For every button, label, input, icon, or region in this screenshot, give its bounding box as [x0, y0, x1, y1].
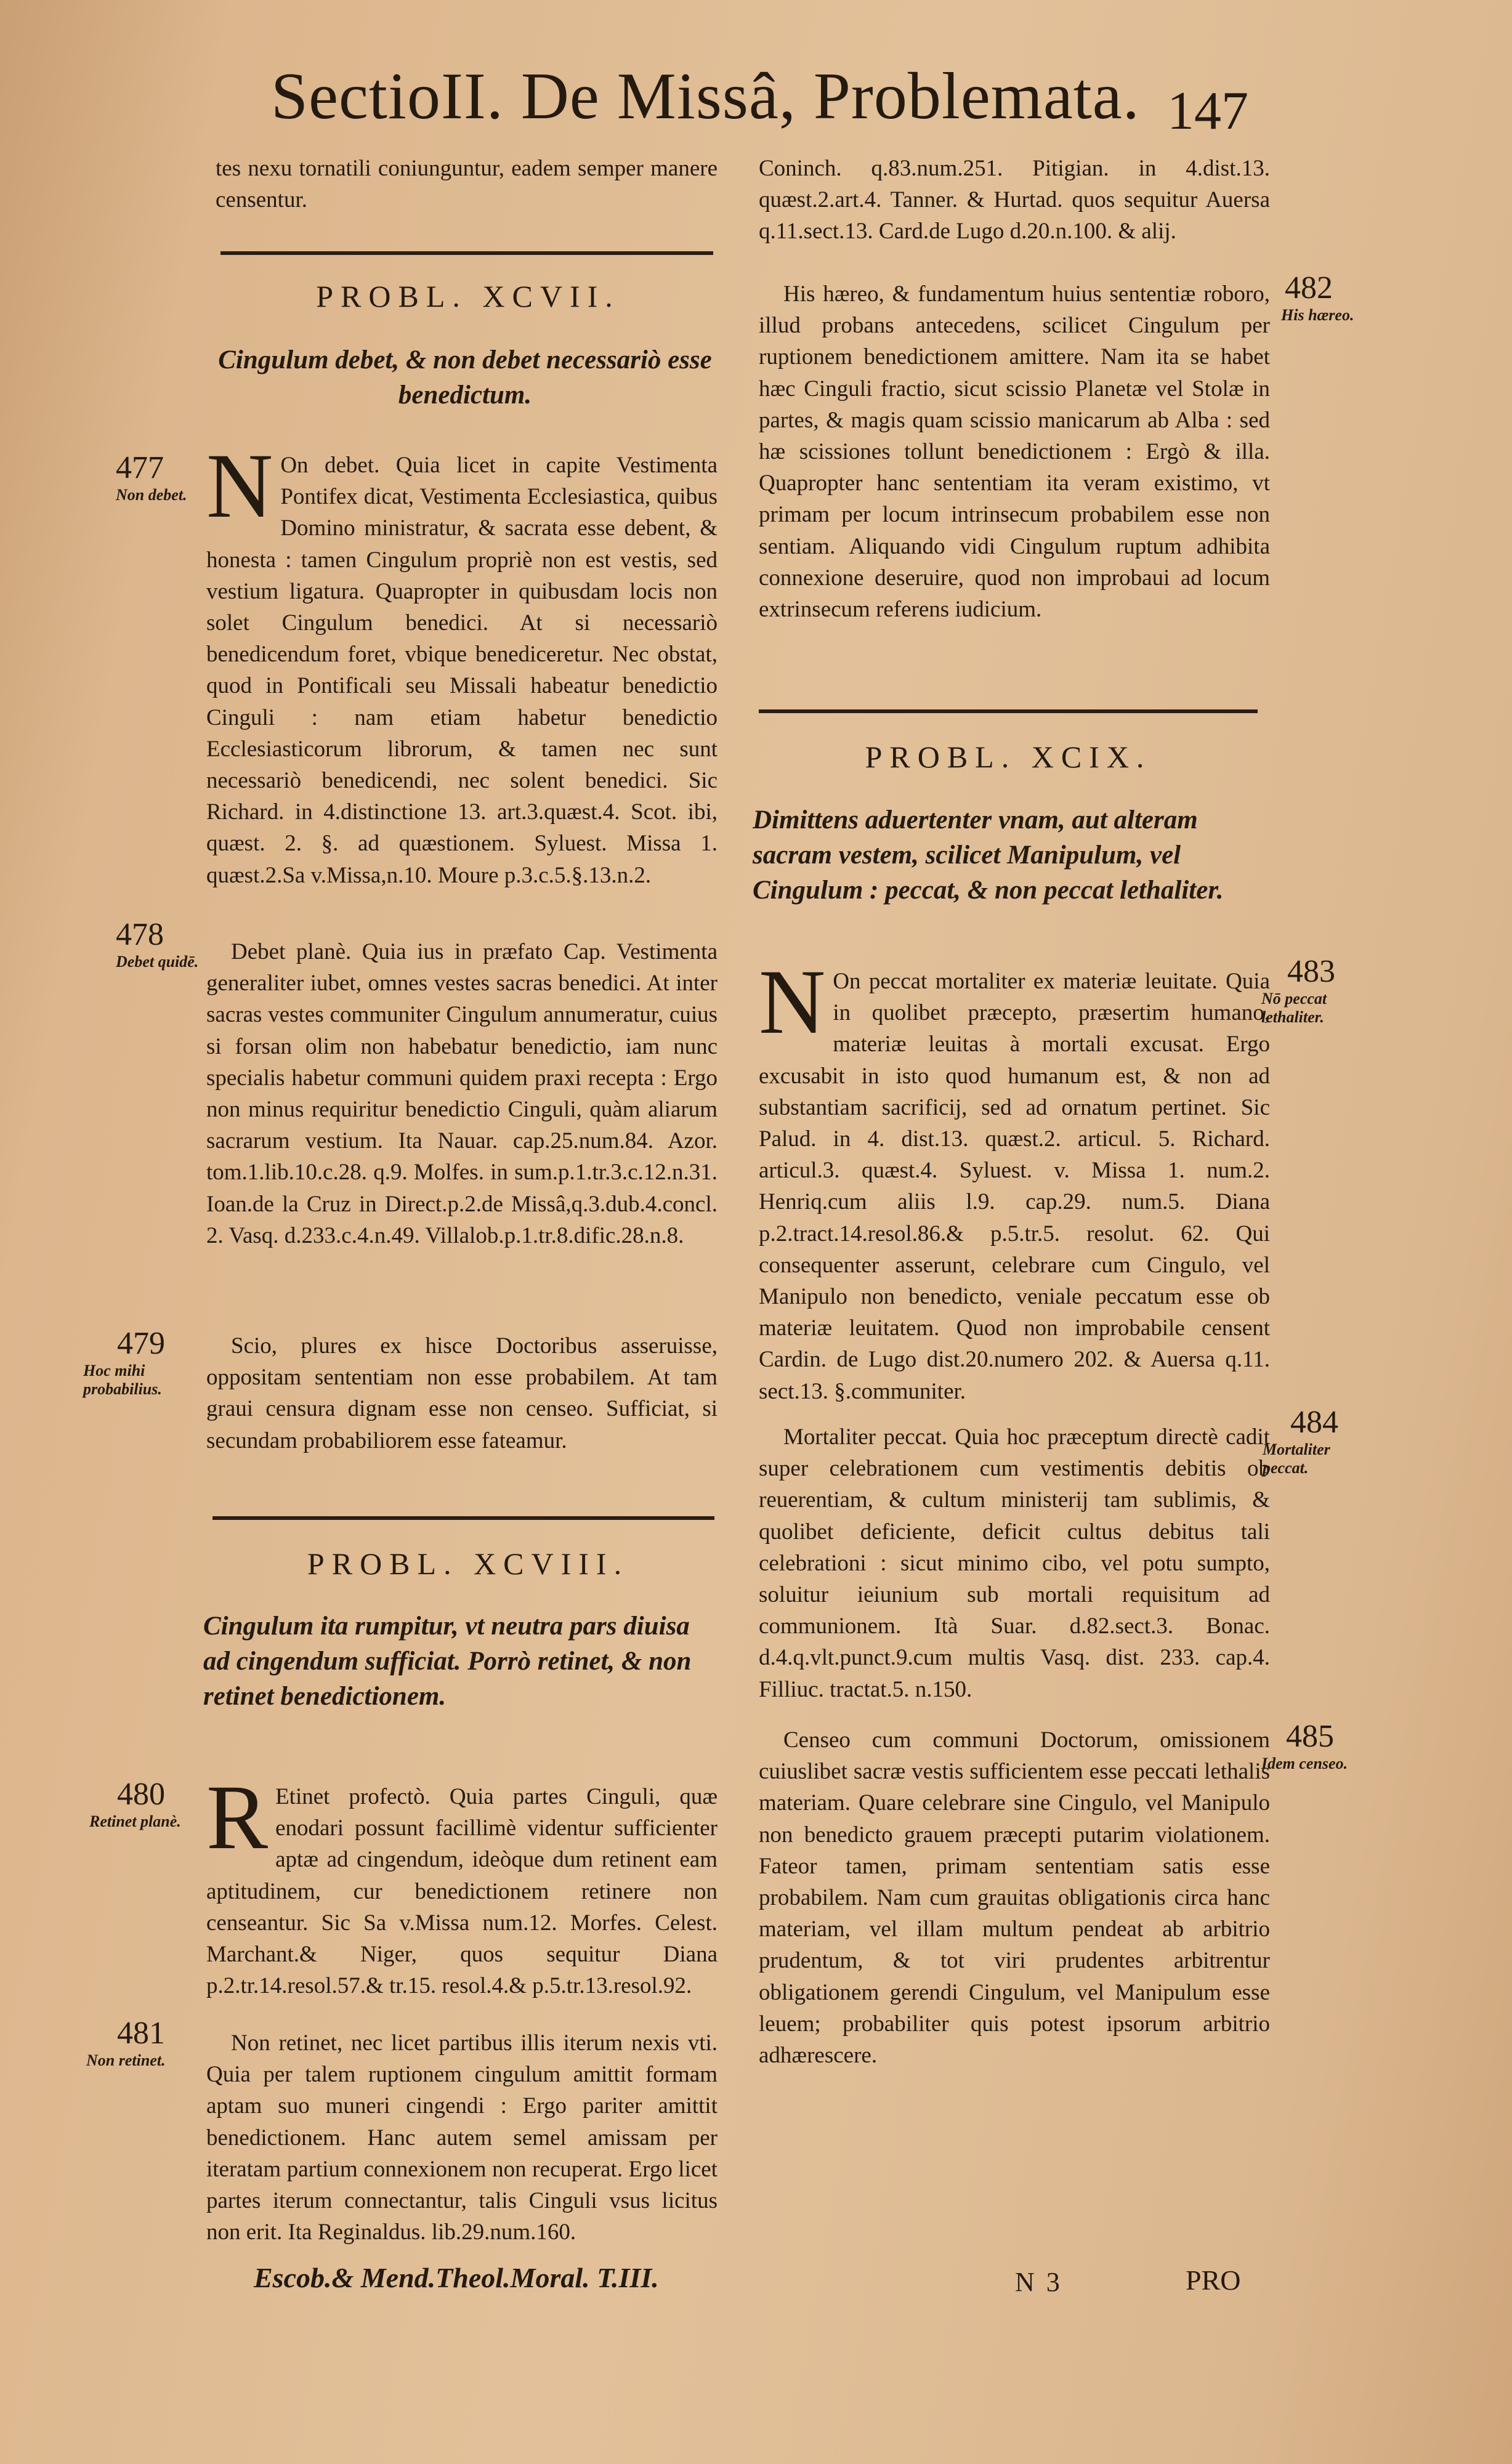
margin-number: 478	[116, 917, 164, 952]
paragraph-485-text: Censeo cum communi Doctorum, omissionem cuiuslibet sacræ vestis sufficientem esse peccati lethalis materiam. Quare celebrare sine Cingulo, vel Manipulo non benedicto grauem præcepti putarim violationem. Fateor tamen, primam sententiam satis esse probabilem. Nam cum grauitas obligationis circa hanc materiam, vel illam multum pendeat ab arbitrio prudentum, & tot viri prudentes arbitrentur obligationem gerendi Cingulum, vel Manipulum esse leuem; probabiliter quis potest ipsorum arbitrio adhærescere.	[759, 1727, 1270, 2069]
page-footer: Escob.& Mend.Theol.Moral. T.III.	[254, 2262, 659, 2293]
margin-gloss: Debet quidē.	[116, 953, 199, 971]
probl-99-heading: PROBL. XCIX.	[865, 740, 1152, 774]
paragraph-478	[206, 936, 718, 1330]
probl-98-question: Cingulum ita rumpitur, vt neutra pars diuisa ad cingendum sufficiat. Porrò retinet, & non retinet benedictionem.	[203, 1612, 692, 1711]
paragraph-483	[759, 966, 1270, 1415]
signature-mark: N 3	[1015, 2267, 1062, 2297]
margin-number: 481	[117, 2016, 165, 2051]
left-intro	[216, 153, 718, 216]
margin-number: 484	[1290, 1405, 1338, 1440]
paragraph-477	[206, 450, 718, 936]
margin-note-477	[116, 450, 208, 504]
paragraph-477-text: On debet. Quia licet in capite Vestimenta Pontifex dicat, Vestimenta Ecclesiastica, quibus Domino ministratur, & sacrata esse debent, & honesta : tamen Cingulum propriè non est vestis, sed vestium ligatura. Quapropter in quibusdam locis non solet Cingulum benedici. At si necessariò benedicendum foret, vbique benediceretur. Nec obstat, quod in Pontificali seu Missali habeatur benedictio Cinguli : nam etiam habetur benedictio Ecclesiasticorum librorum, & tamen nec sunt necessariò benedicendi, nec solent benedici. Sic Richard. in 4.distinctione 13. art.3.quæst.4. Scot. ibi, quæst. 2. §. ad quæstionem. Syluest. Missa 1. quæst.2.Sa v.Missa,n.10. Moure p.3.c.5.§.13.n.2.	[206, 453, 718, 888]
drop-cap: N	[759, 966, 826, 1053]
probl-97-question: Cingulum debet, & non debet necessariò esse benedictum.	[218, 345, 712, 410]
margin-number: 480	[117, 1777, 165, 1812]
right-intro-text: Coninch. q.83.num.251. Pitigian. in 4.dist.13. quæst.2.art.4. Tanner. & Hurtad. quos sequitur Auersa q.11.sect.13. Card.de Lugo d.20.n.100. & alij.	[759, 156, 1270, 244]
margin-gloss: Mortaliter peccat.	[1263, 1440, 1330, 1477]
paragraph-479-text: Scio, plures ex hisce Doctoribus asseruisse, oppositam sententiam non esse probabilem. At tam graui censura dignam esse non censeo. Sufficiat, si secundam probabiliorem esse fateamur.	[206, 1333, 718, 1453]
page-number: 147	[1167, 81, 1248, 141]
margin-number: 485	[1286, 1719, 1334, 1754]
margin-gloss: Hoc mihi probabilius.	[83, 1362, 162, 1398]
catchword: PRO	[1186, 2264, 1241, 2296]
margin-number: 482	[1285, 270, 1333, 305]
paragraph-479	[206, 1330, 718, 1456]
right-intro	[759, 153, 1270, 248]
margin-gloss: Non debet.	[116, 486, 187, 504]
margin-number: 483	[1287, 954, 1335, 989]
margin-note-482	[1281, 270, 1392, 325]
margin-note-485	[1261, 1718, 1385, 1773]
margin-gloss: Non retinet.	[86, 2051, 166, 2069]
drop-cap: R	[206, 1781, 269, 1868]
margin-gloss: Retinet planè.	[89, 1812, 181, 1830]
paragraph-484	[759, 1421, 1270, 1705]
left-intro-text: tes nexu tornatili coniunguntur, eadem semper manere censentur.	[216, 156, 718, 213]
paragraph-485	[759, 1724, 1270, 2071]
paragraph-483-text: On peccat mortaliter ex materiæ leuitate. Quia in quolibet præcepto, præsertim humano, materiæ leuitas à mortali excusat. Ergo excusabit in isto quod humanum est, & non ad substantiam sacrificij, sed ad ornatum pertinet. Sic Palud. in 4. dist.13. quæst.2. articul. 5. Richard. articul.3. quæst.4. Syluest. v. Missa 1. num.2. Henriq.cum aliis l.9. cap.29. num.5. Diana p.2.tract.14.resol.86.& p.5.tr.5. resolut. 62. Qui consequenter asserunt, celebrare cum Cingulo, vel Manipulo non benedicto, veniale peccatum esse ob materiæ leuitatem. Quod non improbabile censent Cardin. de Lugo dist.20.numero 202. & Auersa q.11. sect.13. §.communiter.	[759, 969, 1270, 1404]
probl-99-question: Dimittens aduertenter vnam, aut alteram sacram vestem, scilicet Manipulum, vel Cingulum : peccat, & non peccat lethaliter.	[753, 806, 1224, 905]
margin-note-483	[1261, 953, 1385, 1027]
paragraph-482-text: His hæreo, & fundamentum huius sententiæ roboro, illud probans antecedens, scilicet Cingulum per ruptionem benedictionem amittere. Nam ita se habet hæc Cinguli fractio, sicut scissio Planetæ vel Stolæ in partes, & magis quam scissio manicarum ab Alba : sed hæ scissiones tollunt benedictionem : Ergò & illa. Quapropter hanc sententiam ita veram existimo, vt primam per locum intrinsecum probabilem esse non sentiam. Aliquando vidi Cingulum ruptum adhibita connexione deseruire, quod non improbaui ad locum extrinsecum referens iudicium.	[759, 281, 1270, 623]
paragraph-480-text: Etinet profectò. Quia partes Cinguli, quæ enodari possunt facillimè videntur sufficienter aptæ ad cingendum, ideòque dum retinent eam aptitudinem, cur benedictionem retinere non censeantur. Sic Sa v.Missa num.12. Morfes. Celest. Marchant.& Niger, quos sequitur Diana p.2.tr.14.resol.57.& tr.15. resol.4.& p.5.tr.13.resol.92.	[206, 1784, 718, 1999]
margin-gloss: His hæreo.	[1281, 306, 1354, 324]
paragraph-484-text: Mortaliter peccat. Quia hoc præceptum directè cadit super celebrationem cum vestimentis debitis ob reuerentiam, & cultum ministerij tam sublimis, & quolibet deficiente, deficit cultus debitus tali celebrationi : sicut minimo cibo, vel potu sumpto, soluitur ieiunium sub mortali requisitum ad communionem. Ità Suar. d.82.sect.3. Bonac. d.4.q.vlt.punct.9.cum multis Vasq. dist. 233. cap.4. Filliuc. tractat.5. n.150.	[759, 1424, 1270, 1702]
margin-note-481	[86, 2015, 209, 2070]
paragraph-481	[206, 2027, 718, 2248]
margin-note-484	[1263, 1404, 1373, 1477]
section-rule	[759, 709, 1258, 713]
margin-note-480	[89, 1776, 206, 1831]
section-rule	[220, 251, 713, 255]
margin-gloss: Nō peccat lethaliter.	[1261, 990, 1327, 1026]
margin-note-478	[116, 916, 208, 971]
probl-97-heading: PROBL. XCVII.	[316, 279, 620, 313]
paragraph-478-text: Debet planè. Quia ius in præfato Cap. Vestimenta generaliter iubet, omnes vestes sacras benedici. At inter sacras vestes communiter Cingulum annumeratur, cuius si forsan olim non habebatur benedictio, iam nunc specialis habetur communi quidem praxi recepta : Ergo non minus requiritur benedictio Cinguli, quàm aliarum sacrarum vestium. Ita Nauar. cap.25.num.84. Azor. tom.1.lib.10.c.28. q.9. Molfes. in sum.p.1.tr.3.c.12.n.31. Ioan.de la Cruz in Direct.p.2.de Missâ,q.3.dub.4.concl. 2. Vasq. d.233.c.4.n.49. Villalob.p.1.tr.8.dific.28.n.8.	[206, 939, 718, 1248]
paragraph-481-text: Non retinet, nec licet partibus illis iterum nexis vti. Quia per talem ruptionem cingulum amittit formam aptam suo muneri cingendi : Ergo pariter amittit benedictionem. Hanc autem semel amissam per iteratam partium connexionem non recuperat. Ergo licet partes iterum connectantur, talis Cinguli vsus licitus non erit. Ita Reginaldus. lib.29.num.160.	[206, 2030, 718, 2245]
running-head: SectioII. De Missâ, Problemata.	[271, 60, 1140, 133]
margin-note-479	[83, 1325, 206, 1399]
margin-number: 479	[117, 1326, 165, 1361]
section-rule	[212, 1516, 714, 1520]
paragraph-480	[206, 1781, 718, 2022]
margin-gloss: Idem censeo.	[1261, 1755, 1348, 1772]
margin-number: 477	[116, 450, 164, 485]
probl-98-heading: PROBL. XCVIII.	[307, 1546, 629, 1581]
drop-cap: N	[206, 450, 273, 537]
paragraph-482	[759, 278, 1270, 625]
